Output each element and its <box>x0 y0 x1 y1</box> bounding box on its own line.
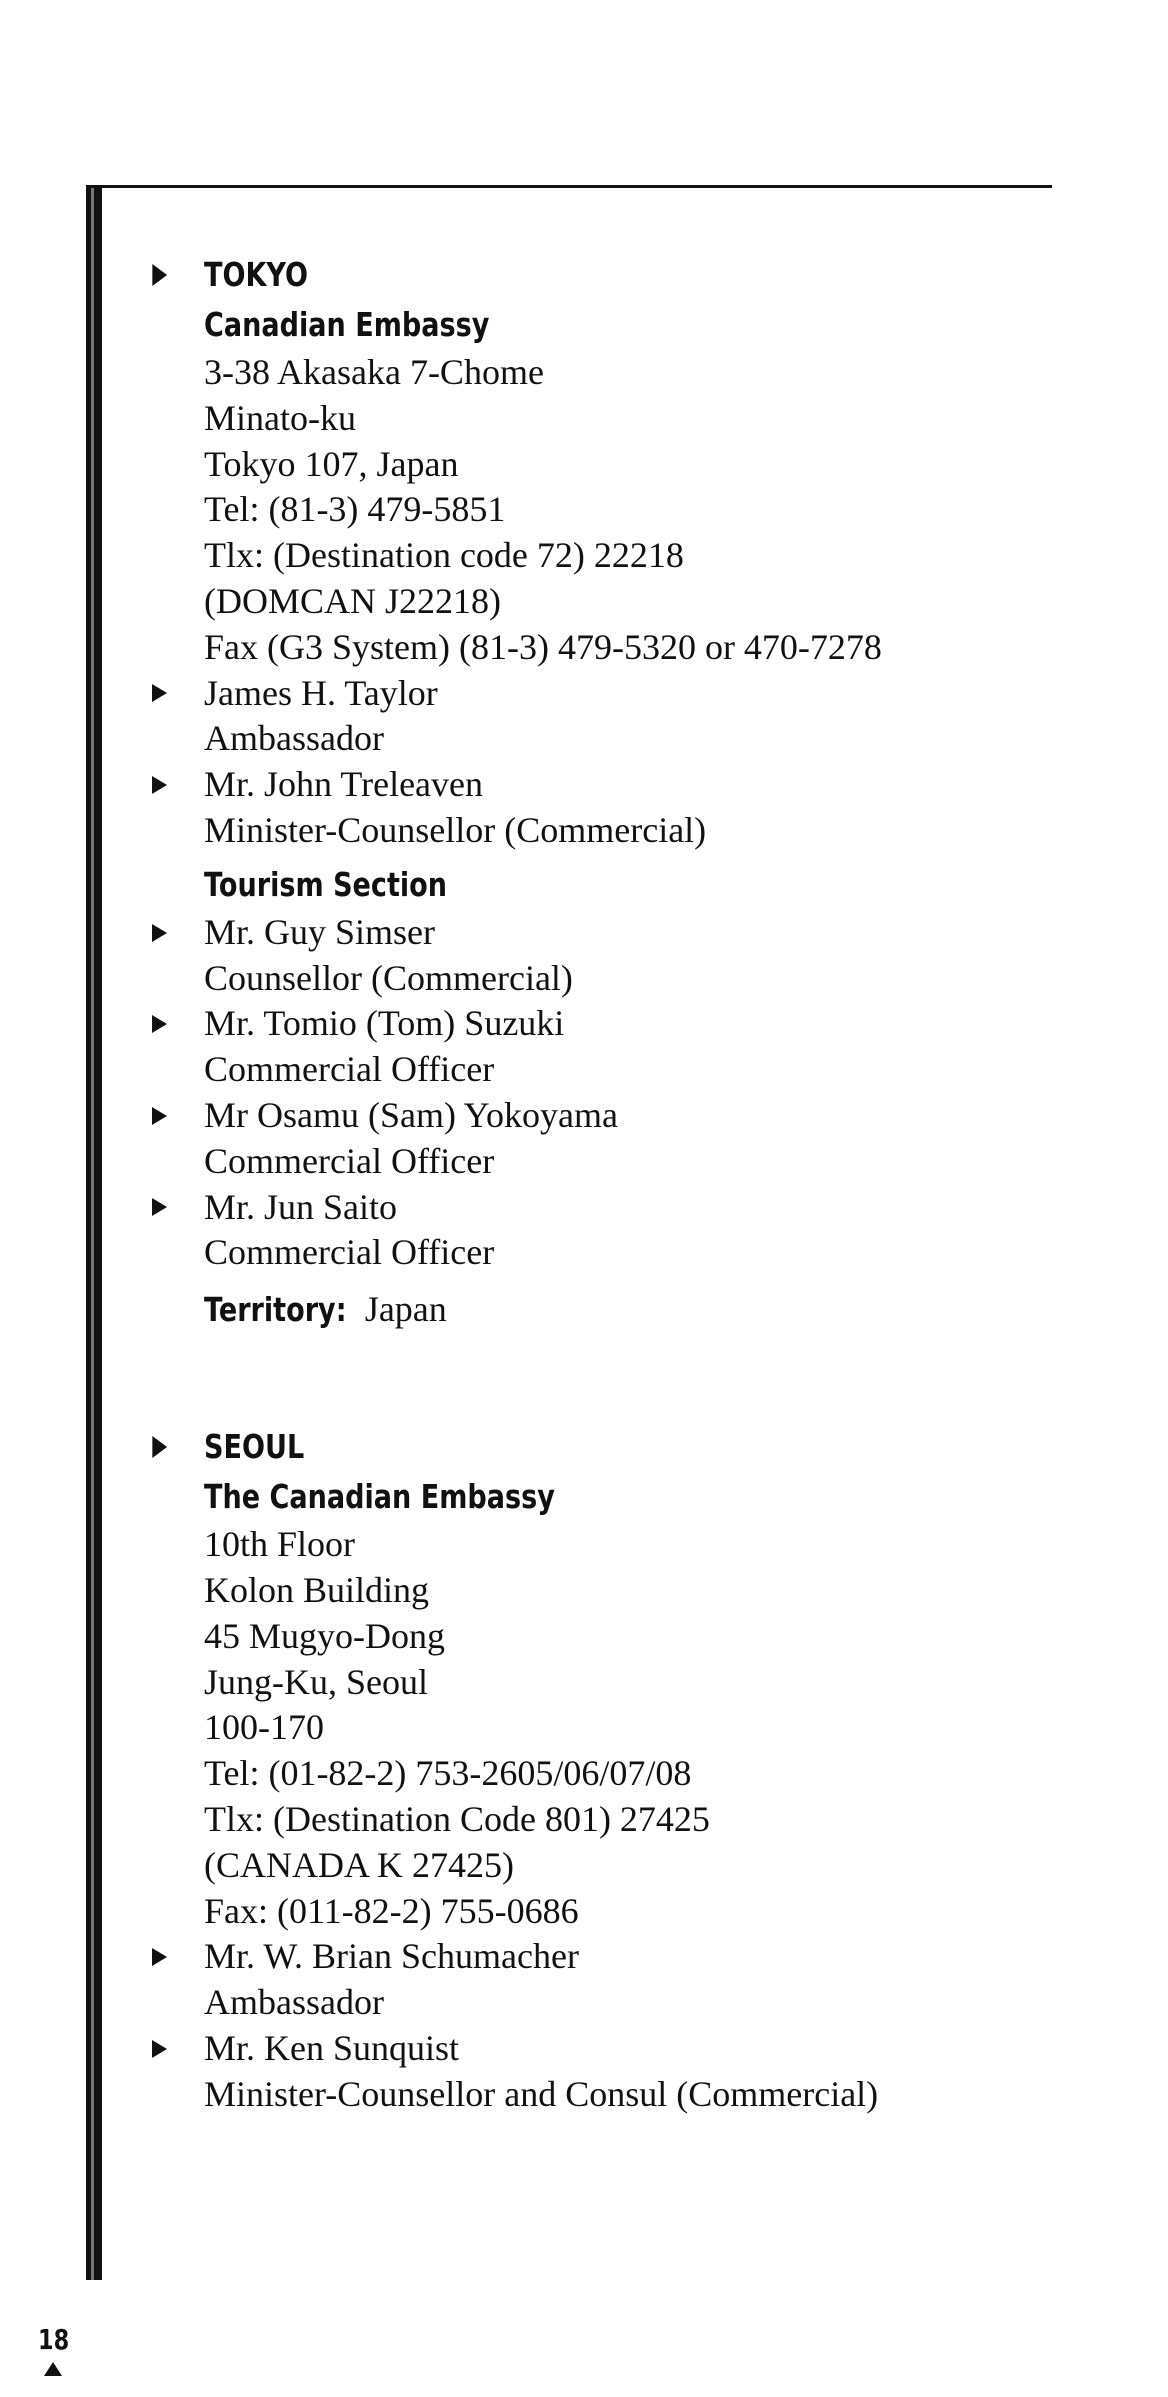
directory-content <box>204 250 1104 2118</box>
address-line: 3-38 Akasaka 7-Chome <box>204 352 544 392</box>
bullet-arrow-icon <box>152 264 167 286</box>
staff-name: James H. Taylor <box>204 671 1104 717</box>
bullet-arrow-icon <box>152 776 167 794</box>
bullet-arrow-icon <box>152 1107 167 1125</box>
staff-name: Mr. Tomio (Tom) Suzuki <box>204 1001 1104 1047</box>
tourism-section-heading: Tourism Section <box>204 864 448 904</box>
bullet-arrow-icon <box>152 684 167 702</box>
staff-name: Mr. John Treleaven <box>204 762 1104 808</box>
address-line: 10th Floor <box>204 1524 356 1565</box>
bullet-arrow-icon <box>152 2040 167 2058</box>
staff-name: Mr Osamu (Sam) Yokoyama <box>204 1093 1104 1139</box>
staff-title: Counsellor (Commercial) <box>204 957 573 998</box>
bullet-arrow-icon <box>152 1198 167 1216</box>
fax: Fax (G3 System) (81-3) 479-5320 or 470-7278 <box>204 626 882 667</box>
telex-code: (CANADA K 27425) <box>204 1844 514 1885</box>
staff-title: Minister-Counsellor and Consul (Commercial) <box>204 2073 879 2114</box>
territory <box>204 1284 1104 1334</box>
section-spacer <box>204 1334 1104 1422</box>
address-line: 45 Mugyo-Dong <box>204 1615 445 1656</box>
territory-label: Territory: <box>204 1290 347 1330</box>
staff-name: Mr. Guy Simser <box>204 910 1104 956</box>
telex-code: (DOMCAN J22218) <box>204 580 501 621</box>
territory-value: Japan <box>364 1289 447 1330</box>
staff-name: Mr. W. Brian Schumacher <box>204 1934 1104 1980</box>
office-heading-tokyo: Canadian Embassy <box>204 305 490 344</box>
fax: Fax: (011-82-2) 755-0686 <box>204 1890 579 1931</box>
office-heading-seoul: The Canadian Embassy <box>204 1477 555 1517</box>
staff-title: Minister-Counsellor (Commercial) <box>204 809 707 850</box>
telex: Tlx: (Destination code 72) 22218 <box>204 535 684 576</box>
telex: Tlx: (Destination Code 801) 27425 <box>204 1798 710 1839</box>
telephone: Tel: (81-3) 479-5851 <box>204 489 506 530</box>
staff-title: Commercial Officer <box>204 1140 495 1181</box>
staff-title: Ambassador <box>204 1982 384 2023</box>
staff-title: Ambassador <box>204 718 384 759</box>
left-margin-rule <box>86 186 102 2280</box>
address-line: Tokyo 107, Japan <box>204 443 459 484</box>
city-heading-seoul: SEOUL <box>204 1422 942 1472</box>
city-heading-tokyo: TOKYO <box>204 250 942 300</box>
telephone: Tel: (01-82-2) 753-2605/06/07/08 <box>204 1753 692 1794</box>
staff-name: Mr. Jun Saito <box>204 1185 1104 1231</box>
page-number: 18 <box>38 2323 70 2356</box>
staff-name: Mr. Ken Sunquist <box>204 2026 1104 2072</box>
staff-title: Commercial Officer <box>204 1049 495 1090</box>
bullet-arrow-icon <box>152 1015 167 1033</box>
address-line: Minato-ku <box>204 397 356 438</box>
bullet-arrow-icon <box>152 1948 167 1966</box>
top-rule <box>86 185 1052 188</box>
bullet-arrow-icon <box>152 924 167 942</box>
address-line: Kolon Building <box>204 1569 430 1610</box>
address-line: 100-170 <box>204 1707 324 1748</box>
staff-title: Commercial Officer <box>204 1232 495 1273</box>
page-marker-triangle-icon <box>44 2362 62 2376</box>
bullet-arrow-icon <box>152 1436 167 1458</box>
address-line: Jung-Ku, Seoul <box>204 1661 428 1702</box>
